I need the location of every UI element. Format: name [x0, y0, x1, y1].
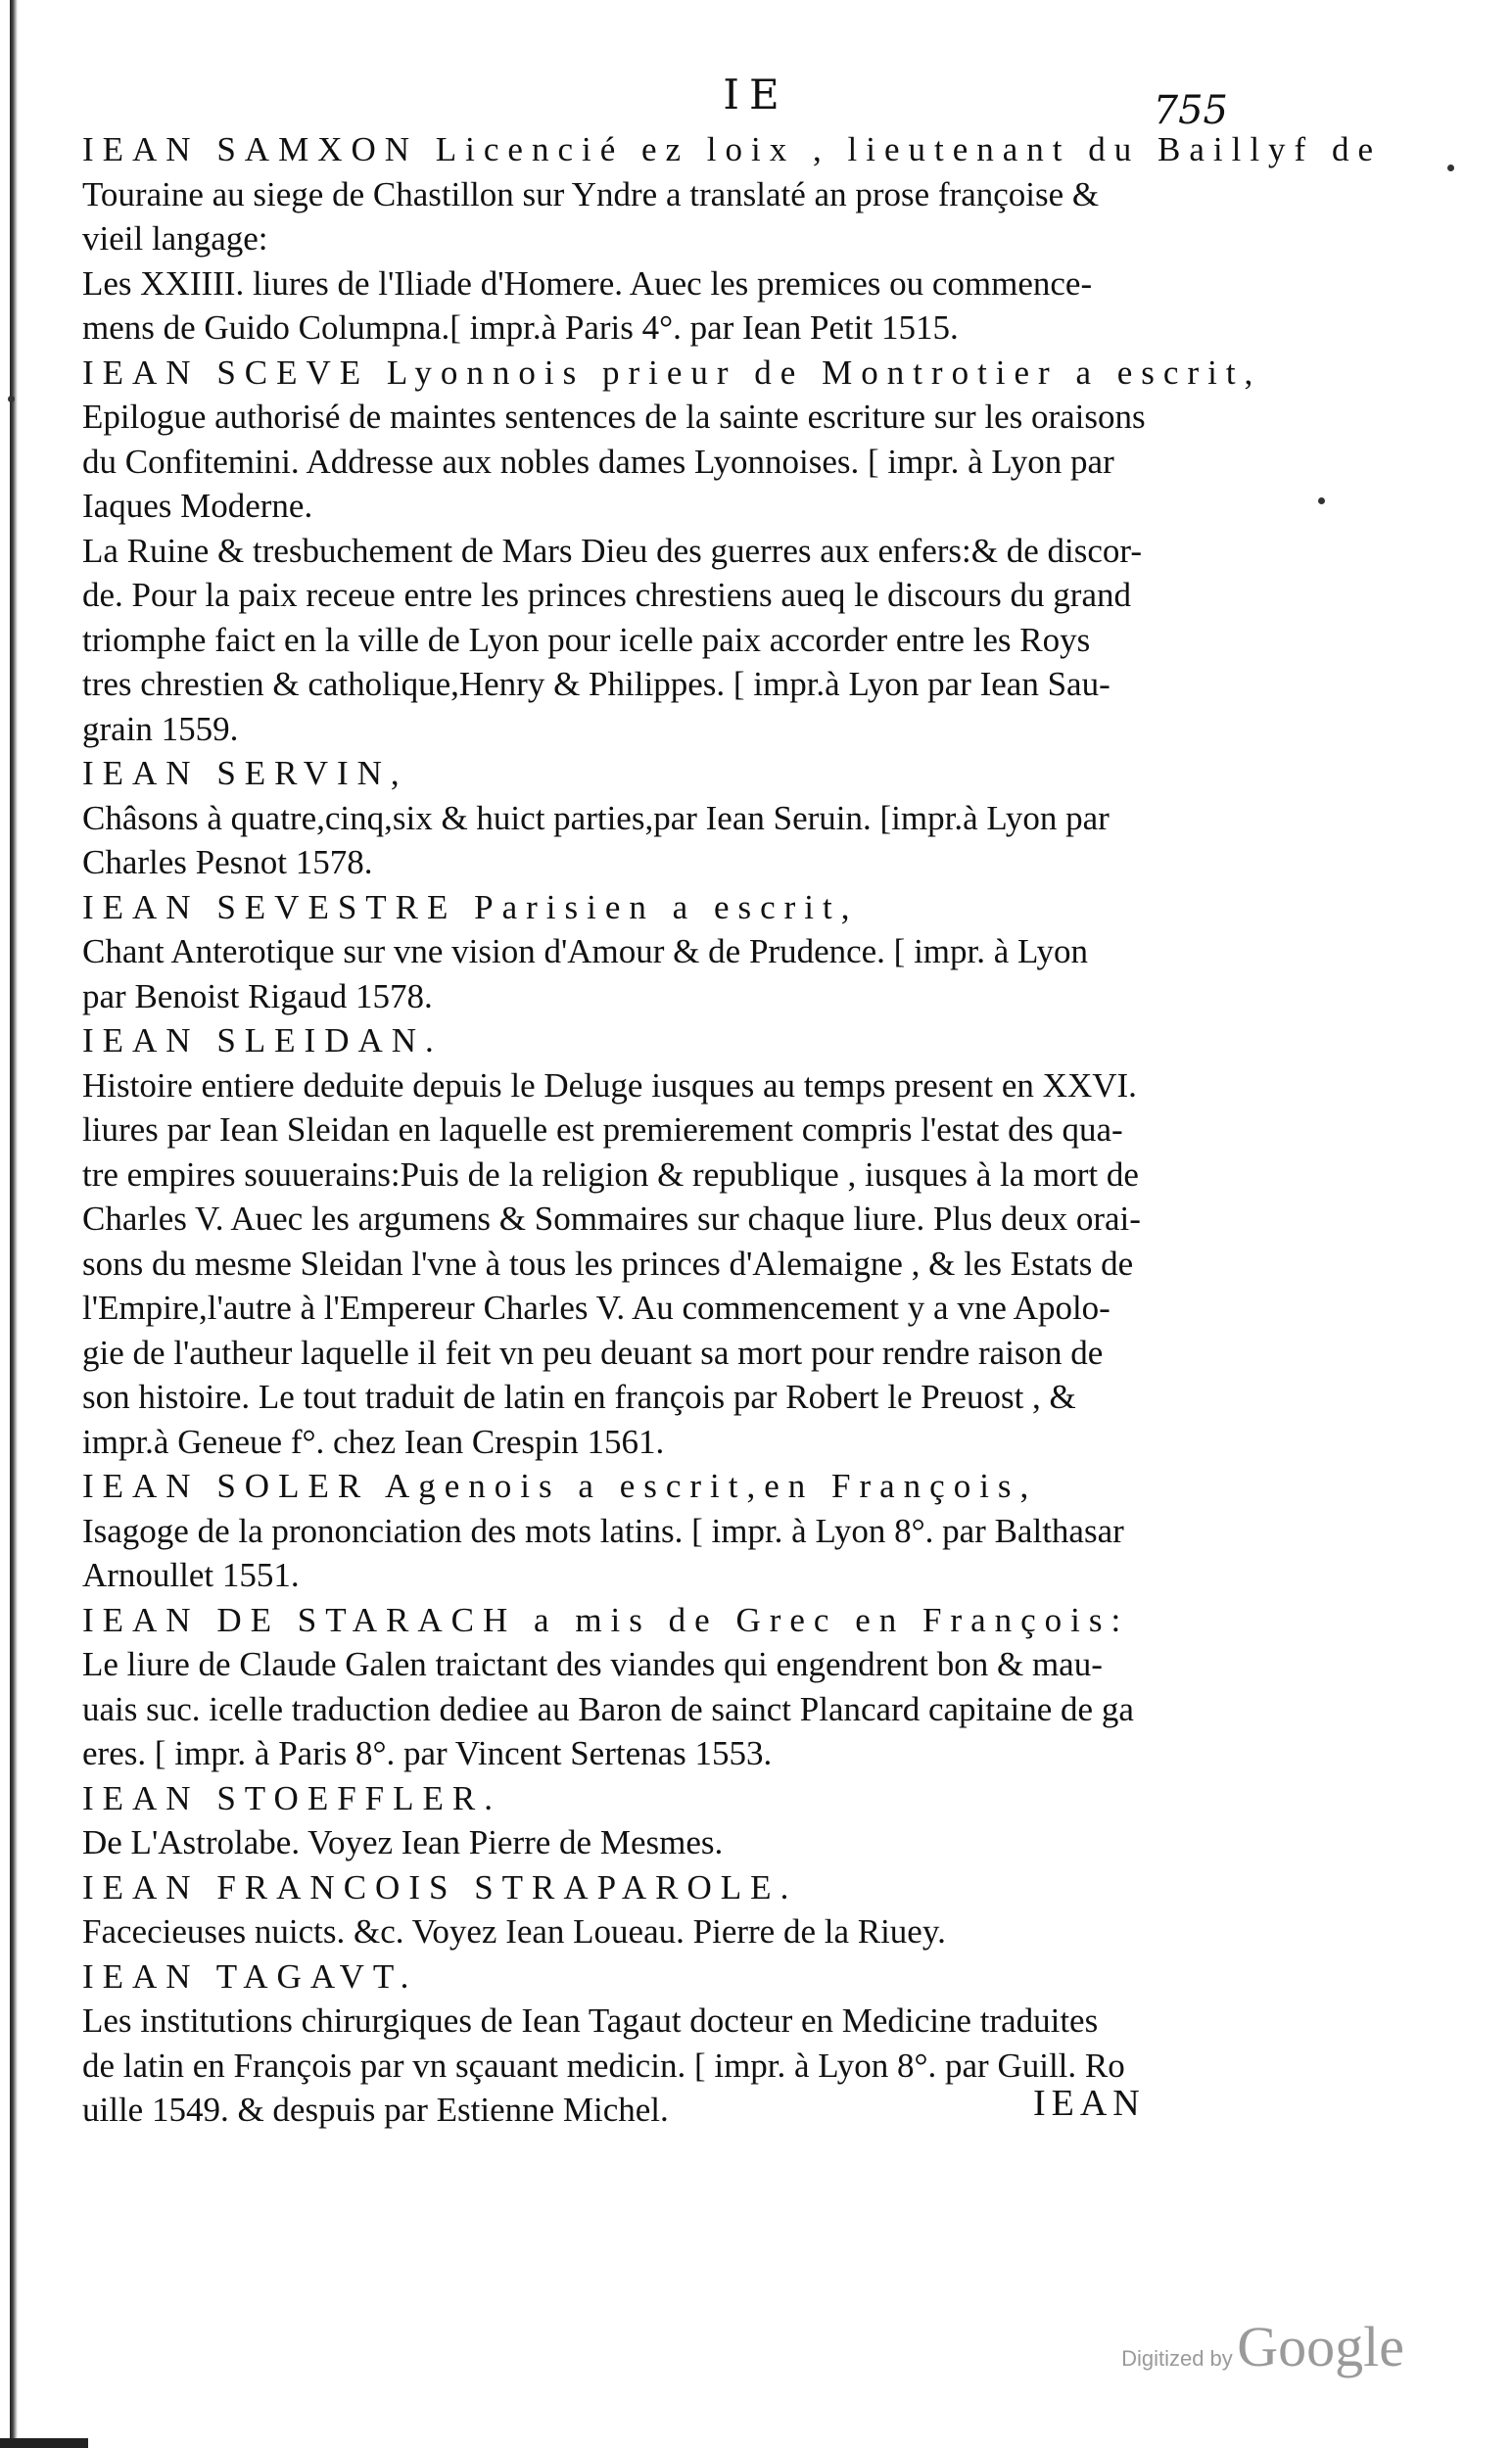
- text-line: par Benoist Rigaud 1578.: [82, 976, 433, 1015]
- entry-heading-line: IEAN SERVIN,: [82, 754, 408, 792]
- text-line: Les institutions chirurgiques de Iean Tagaut docteur en Medicine traduites: [82, 2001, 1099, 2040]
- text-line: du Confitemini. Addresse aux nobles dames Lyonnoises. [ impr. à Lyon par: [82, 442, 1114, 481]
- text-line: La Ruine & tresbuchement de Mars Dieu des guerres aux enfers:& de discor-: [82, 531, 1142, 570]
- text-line: l'Empire,l'autre à l'Empereur Charles V. Au commencement y a vne Apolo-: [82, 1289, 1110, 1327]
- text-line: de latin en François par vn sçauant medicin. [ impr. à Lyon 8°. par Guill. Ro: [82, 2046, 1125, 2085]
- entry-heading-line: IEAN SLEIDAN.: [82, 1021, 443, 1059]
- text-line: vieil langage:: [82, 219, 268, 258]
- text-line: Charles Pesnot 1578.: [82, 843, 373, 881]
- text-line: son histoire. Le tout traduit de latin en françois par Robert le Preuost , &: [82, 1378, 1076, 1416]
- digitization-watermark: [1121, 2314, 1404, 2379]
- text-line: tre empires souuerains:Puis de la religion & republique , iusques à la mort de: [82, 1154, 1139, 1194]
- text-line: Les XXIIII. liures de l'Iliade d'Homere. Auec les premices ou commence-: [82, 263, 1093, 303]
- text-line: gie de l'autheur laquelle il feit vn peu deuant sa mort pour rendre raison de: [82, 1333, 1104, 1372]
- text-line: triomphe faict en la ville de Lyon pour icelle paix accorder entre les Roys: [82, 620, 1091, 659]
- text-line: uais suc. icelle traduction dediee au Baron de sainct Plancard capitaine de ga: [82, 1689, 1134, 1728]
- ink-speck: [1447, 165, 1454, 171]
- entry-heading-line: IEAN SAMXON Licencié ez loix , lieutenant du Baillyf de: [82, 130, 1383, 168]
- text-line: Le liure de Claude Galen traictant des viandes qui engendrent bon & mau-: [82, 1645, 1103, 1683]
- text-line: liures par Iean Sleidan en laquelle est premierement compris l'estat des qua-: [82, 1110, 1123, 1149]
- entry-heading-line: IEAN STOEFFLER.: [82, 1778, 501, 1817]
- page-body: [82, 127, 1383, 2133]
- entry-heading-line: IEAN TAGAVT.: [82, 1956, 418, 1996]
- text-line: de. Pour la paix receue entre les princes chrestiens aueq le discours du grand: [82, 576, 1131, 614]
- text-line: grain 1559.: [82, 709, 239, 748]
- text-line: sons du mesme Sleidan l'vne à tous les princes d'Alemaigne , & les Estats de: [82, 1244, 1134, 1283]
- running-head: IE: [723, 71, 789, 118]
- text-line: mens de Guido Columpna.[ impr.à Paris 4°. par Iean Petit 1515.: [82, 308, 959, 347]
- text-line: Chant Anterotique sur vne vision d'Amour & de Prudence. [ impr. à Lyon: [82, 932, 1088, 970]
- watermark-prefix: Digitized by: [1121, 2346, 1233, 2371]
- text-line: impr.à Geneue f°. chez Iean Crespin 1561.: [82, 1422, 665, 1461]
- text-line: Arnoullet 1551.: [82, 1556, 300, 1594]
- entry-heading-line: IEAN SOLER Agenois a escrit,en François,: [82, 1467, 1038, 1505]
- text-line: Iaques Moderne.: [82, 487, 313, 525]
- text-line: Touraine au siege de Chastillon sur Yndre a translaté an prose françoise &: [82, 174, 1100, 213]
- page-binding-edge: [10, 0, 18, 2448]
- entry-heading-line: IEAN DE STARACH a mis de Grec en François:: [82, 1600, 1130, 1639]
- entry-heading-line: IEAN FRANCOIS STRAPAROLE.: [82, 1867, 798, 1907]
- entry-heading-line: IEAN SCEVE Lyonnois prieur de Montrotier a escrit,: [82, 353, 1262, 392]
- page-corner-shadow: [0, 2438, 88, 2448]
- text-line: Facecieuses nuicts. &c. Voyez Iean Loueau. Pierre de la Riuey.: [82, 1912, 946, 1951]
- text-line: uille 1549. & despuis par Estienne Michel.: [82, 2091, 669, 2129]
- ink-speck: [1318, 497, 1325, 504]
- google-logo: Google: [1237, 2315, 1404, 2378]
- text-line: Charles V. Auec les argumens & Sommaires sur chaque liure. Plus deux orai-: [82, 1200, 1141, 1238]
- catchword: IEAN: [1033, 2083, 1146, 2124]
- text-line: Histoire entiere deduite depuis le Deluge iusques au temps present en XXVI.: [82, 1065, 1137, 1105]
- text-line: De L'Astrolabe. Voyez Iean Pierre de Mesmes.: [82, 1823, 724, 1861]
- text-line: Châsons à quatre,cinq,six & huict parties,par Iean Seruin. [impr.à Lyon par: [82, 798, 1110, 837]
- text-line: eres. [ impr. à Paris 8°. par Vincent Sertenas 1553.: [82, 1734, 773, 1772]
- text-line: Epilogue authorisé de maintes sentences de la sainte escriture sur les oraisons: [82, 398, 1146, 436]
- text-line: Isagoge de la prononciation des mots latins. [ impr. à Lyon 8°. par Balthasar: [82, 1511, 1124, 1550]
- entry-heading-line: IEAN SEVESTRE Parisien a escrit,: [82, 887, 859, 926]
- page-number: 755: [1153, 88, 1228, 133]
- ink-speck: [8, 396, 15, 402]
- text-line: tres chrestien & catholique,Henry & Philippes. [ impr.à Lyon par Iean Sau-: [82, 665, 1110, 703]
